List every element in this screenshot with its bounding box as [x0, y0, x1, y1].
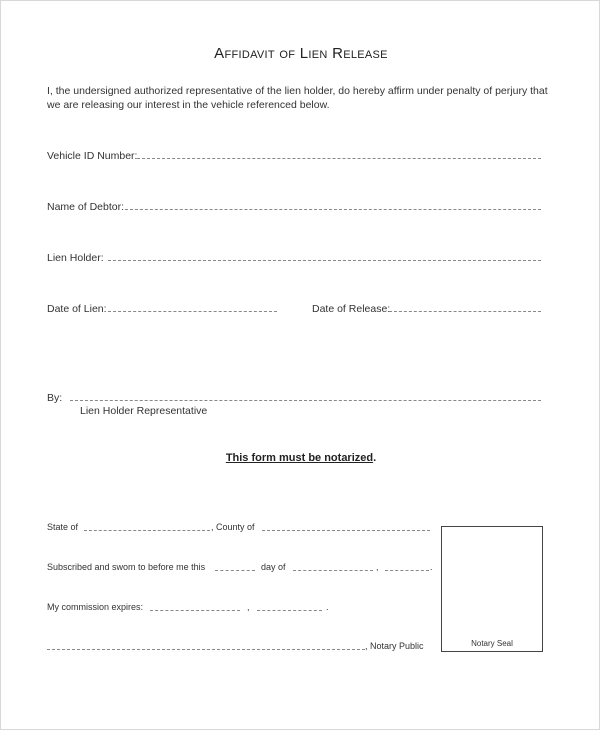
by-label: By: — [47, 392, 63, 404]
notarized-notice — [1, 452, 600, 464]
day-of-label: day of — [261, 562, 286, 572]
state-label: State of — [47, 522, 79, 532]
commission-year-field[interactable] — [257, 610, 322, 611]
signature-field[interactable] — [70, 400, 541, 401]
date-of-lien-field[interactable] — [108, 311, 277, 312]
by-caption: Lien Holder Representative — [80, 405, 208, 417]
notice-period: . — [373, 452, 377, 464]
date-of-release-label: Date of Release: — [312, 303, 391, 315]
sworn-comma: , — [376, 562, 379, 572]
county-field[interactable] — [262, 530, 430, 531]
sworn-day-field[interactable] — [215, 570, 255, 571]
lien-holder-label: Lien Holder: — [47, 252, 104, 264]
date-of-release-field[interactable] — [389, 311, 541, 312]
notary-signature-field[interactable] — [47, 649, 365, 650]
notary-seal-label: Notary Seal — [471, 639, 513, 648]
lien-holder-field[interactable] — [108, 260, 541, 261]
commission-comma: , — [247, 602, 250, 612]
debtor-field[interactable] — [125, 209, 541, 210]
vehicle-id-label: Vehicle ID Number: — [47, 150, 138, 162]
county-label: , County of — [211, 522, 255, 532]
notary-public-label: , Notary Public — [365, 641, 424, 651]
state-field[interactable] — [84, 530, 210, 531]
sworn-month-field[interactable] — [293, 570, 373, 571]
debtor-label: Name of Debtor: — [47, 201, 125, 213]
notice-text: This form must be notarized — [225, 452, 374, 464]
sworn-period: . — [430, 562, 433, 572]
date-of-lien-label: Date of Lien: — [47, 303, 107, 315]
intro-paragraph: I, the undersigned authorized representative of the lien holder, do hereby affirm under penalty of perjury that we are releasing our interest in the vehicle referenced below. — [47, 85, 548, 111]
commission-label: My commission expires: — [47, 602, 144, 612]
sworn-label: Subscribed and swom to before me this — [47, 562, 206, 572]
commission-date-field[interactable] — [150, 610, 240, 611]
vehicle-id-field[interactable] — [137, 158, 541, 159]
sworn-year-field[interactable] — [385, 570, 429, 571]
document-title: Affidavit of Lien Release — [214, 45, 388, 62]
notary-seal-box — [441, 526, 543, 652]
commission-period: . — [326, 602, 329, 612]
